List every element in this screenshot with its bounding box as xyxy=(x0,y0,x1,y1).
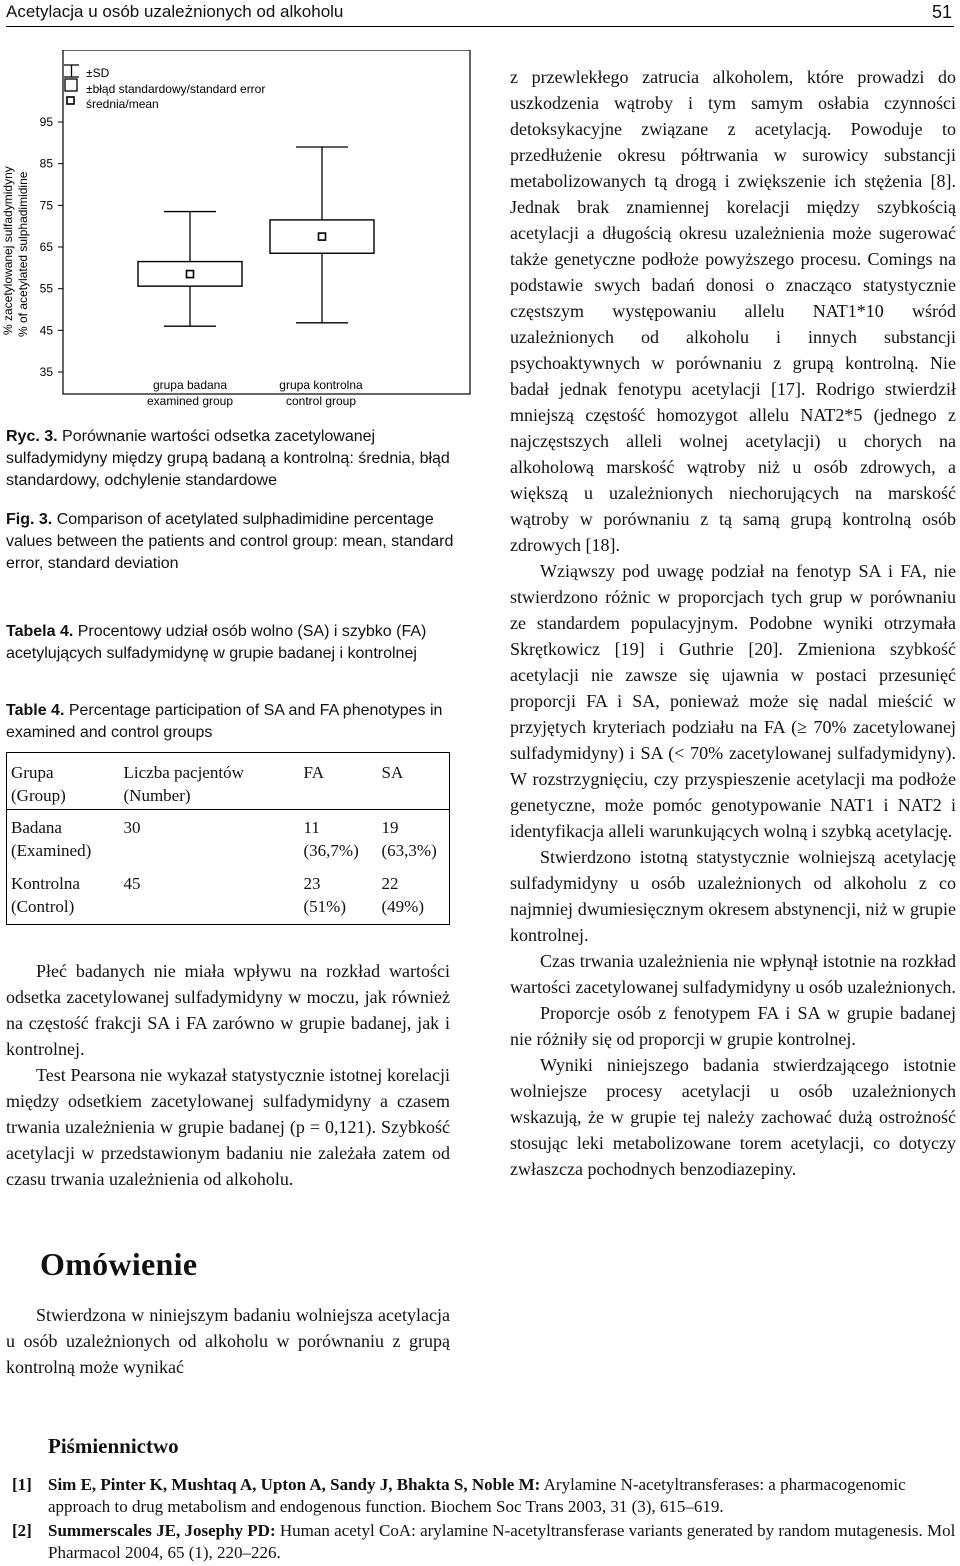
group-label-control-pl: grupa kontrolna xyxy=(279,378,363,392)
y-tick-label: 85 xyxy=(39,156,53,171)
figure-caption-pl xyxy=(6,426,456,492)
y-tick-label: 45 xyxy=(39,323,53,338)
references-title: Piśmiennictwo xyxy=(48,1434,179,1458)
legend-mean: średnia/mean xyxy=(86,97,159,111)
reference-item xyxy=(6,1520,956,1564)
legend xyxy=(64,65,265,111)
reference-text: Arylamine N-acetyltransferases: a pharmacogenomic approach to drug metabolism and endogenous function. Biochem Soc Trans 2003, 31 (3), 615–619. xyxy=(48,1475,906,1516)
legend-sd: ±SD xyxy=(86,66,110,80)
figure-caption-en xyxy=(6,509,456,575)
table-cell: 30 xyxy=(123,818,141,837)
table-caption-pl xyxy=(6,621,456,665)
paragraph: Płeć badanych nie miała wpływu na rozkład wartości odsetka zacetylowanej sulfadymidyny w moczu, jak również na częstość frakcji SA i FA zarówno w grupie badanej, jak i kontrolnej. xyxy=(6,961,450,1059)
table-caption-pl-text: Procentowy udział osób wolno (SA) i szybko (FA) acetylujących sulfadymidynę w grupie badanej i kontrolnej xyxy=(6,623,427,662)
group-label-examined-en: examined group xyxy=(146,394,234,408)
figure-caption-en-label: Fig. 3. xyxy=(6,511,53,528)
table-caption-en-label: Table 4. xyxy=(6,702,65,719)
table-header-cell: Liczba pacjentów (Number) xyxy=(120,753,300,810)
table-caption-en xyxy=(6,700,456,744)
paragraph: Stwierdzono istotną statystycznie wolniejszą acetylację sulfadymidyny u osób uzależnionych od alkoholu z co najmniej dwumiesięcznym okresem abstynencji, niż w grupie kontrolnej. xyxy=(510,847,956,945)
mean-point xyxy=(319,233,326,240)
table-header-cell: Grupa (Group) xyxy=(7,753,120,810)
table-header-cell: SA xyxy=(378,753,450,810)
table-cell: 23 (51%) xyxy=(303,874,346,916)
reference-text: Human acetyl CoA: arylamine N-acetyltransferase variants generated by random mutagenesis. Mol Pharmacol 2004, 65 (1), 220–226. xyxy=(48,1521,956,1562)
y-tick-label: 65 xyxy=(39,240,53,254)
reference-item xyxy=(6,1474,956,1518)
paragraph: Test Pearsona nie wykazał statystycznie istotnej korelacji między odsetkiem zacetylowanej sulfadymidyny a czasem trwania uzależnienia w grupie badanej (p = 0,121). Szybkość acetylacji w przedstawionym badaniu nie zależała zatem od czasu trwania uzależnienia od alkoholu. xyxy=(6,1065,450,1189)
table-cell: Badana (Examined) xyxy=(11,818,92,860)
table-caption-pl-label: Tabela 4. xyxy=(6,623,74,640)
left-body-text xyxy=(6,958,450,1192)
table-cell: Kontrolna (Control) xyxy=(11,874,80,916)
group-label-examined-pl: grupa badana xyxy=(152,378,228,392)
legend-se: ±błąd standardowy/standard error xyxy=(86,82,266,96)
table-row xyxy=(7,810,450,865)
table-cell: 45 xyxy=(123,874,141,893)
running-title: Acetylacja u osób uzależnionych od alkoholu xyxy=(6,2,344,21)
paragraph: Czas trwania uzależnienia nie wpłynął istotnie na rozkład wartości zacetylowanej sulfadymidyny u osób uzależnionych. xyxy=(510,951,956,997)
figure-caption-en-text: Comparison of acetylated sulphadimidine percentage values between the patients and control group: mean, standard error, standard deviation xyxy=(6,511,454,572)
reference-number: [1] xyxy=(12,1475,32,1494)
legend-whisker-symbol xyxy=(64,65,79,77)
figure-caption-pl-label: Ryc. 3. xyxy=(6,428,58,445)
paragraph: Wyniki niniejszego badania stwierdzającego istotnie wolniejsze procesy acetylacji u osób uzależnionych wskazują, że w grupie tej należy zachować dużą ostrożność stosując leki metabolizowane torem acetylacji, co dotyczy zwłaszcza pochodnych benzodiazepiny. xyxy=(510,1055,956,1179)
table-cell: 19 (63,3%) xyxy=(381,818,437,860)
page-number: 51 xyxy=(931,2,952,22)
table-caption-en-text: Percentage participation of SA and FA phenotypes in examined and control groups xyxy=(6,702,443,741)
y-axis-label-pl: % zacetylowanej sulfadymidyny xyxy=(1,166,15,335)
paragraph: Wziąwszy pod uwagę podział na fenotyp SA i FA, nie stwierdzono różnic w proporcjach tych grup w porównaniu ze standardem populacyjnym. Podobne wyniki otrzymała Skrętkowicz [19] i Guthrie [20]. Zmieniona szybkość acetylacji nie zawsze się ujawnia w postaci przesunięć proporcji FA i SA, ponieważ może się nadal mieścić w przyjętych kryteriach podziału na FA (≥ 70% zacetylowanej sulfadymidyny) i SA (< 70% zacetylowanej sulfadymidyny). W rozstrzygnięciu, czy przyspieszenie acetylacji ma podłoże genetyczne, może pomóc genotypowanie NAT1 i NAT2 i identyfikacja alleli warunkujących wolną i szybką acetylację. xyxy=(510,561,956,841)
paragraph: Proporcje osób z fenotypem FA i SA w grupie badanej nie różniły się od proporcji w grupie kontrolnej. xyxy=(510,1003,956,1049)
boxplot-chart xyxy=(0,50,480,420)
table-cell: 11 (36,7%) xyxy=(303,818,359,860)
legend-point-symbol xyxy=(67,97,74,104)
reference-authors: Summerscales JE, Josephy PD: xyxy=(48,1521,276,1540)
phenotype-table xyxy=(6,752,450,925)
table-cell: 22 (49%) xyxy=(381,874,424,916)
y-tick-label: 75 xyxy=(39,198,53,213)
section-title: Omówienie xyxy=(40,1246,198,1282)
paragraph: Stwierdzona w niniejszym badaniu wolniejsza acetylacja u osób uzależnionych od alkoholu w porównaniu z grupą kontrolną może wynikać xyxy=(6,1305,450,1377)
y-tick-label: 95 xyxy=(39,115,53,129)
discussion-text xyxy=(6,1302,450,1380)
running-header xyxy=(6,0,954,27)
reference-authors: Sim E, Pinter K, Mushtaq A, Upton A, Sandy J, Bhakta S, Noble M: xyxy=(48,1475,541,1494)
references-list xyxy=(6,1474,956,1566)
y-tick-label: 55 xyxy=(39,281,53,296)
group-label-control-en: control group xyxy=(285,394,357,408)
table-row xyxy=(7,864,450,925)
table-header-cell: FA xyxy=(300,753,378,810)
figure-caption-pl-text: Porównanie wartości odsetka zacetylowanej sulfadymidyny między grupą badaną a kontrolną: średnia, błąd standardowy, odchylenie standardowe xyxy=(6,428,450,489)
figure-boxplot xyxy=(0,50,480,420)
mean-point xyxy=(187,271,194,278)
y-axis-label-en: % of acetylated sulphadimidine xyxy=(16,171,30,337)
right-body-text xyxy=(510,64,956,1182)
reference-number: [2] xyxy=(12,1521,32,1540)
legend-box-symbol xyxy=(65,79,77,91)
table-header-row xyxy=(7,753,450,810)
paragraph: z przewlekłego zatrucia alkoholem, które prowadzi do uszkodzenia wątroby i tym samym osłabia czynności detoksykacyjne związane z acetylacją. Powoduje to przedłużenie okresu półtrwania w surowicy substancji metabolizowanych tą drogą i zwiększenie ich stężenia [8]. Jednak brak znamiennej korelacji między szybkością acetylacji a długością okresu uzależnienia może sugerować także genetyczne podłoże powyższego procesu. Comings na podstawie swych badań donosi o znacząco statystycznie częstszym występowaniu allelu NAT1*10 wśród uzależnionych od alkoholu i innych substancji psychoaktywnych w porównaniu z grupą kontrolną. Nie badał jednak fenotypu acetylacji [17]. Rodrigo stwierdził mniejszą częstość homozygot allelu NAT2*5 (jednego z najczęstszych alleli wolnej acetylacji) u chorych na alkoholową marskość wątroby niż u osób zdrowych, a większą u uzależnionych niechorujących na marskość wątroby w porównaniu z tą samą grupą kontrolną osób zdrowych [18]. xyxy=(510,67,956,555)
y-tick-label: 35 xyxy=(39,365,53,379)
